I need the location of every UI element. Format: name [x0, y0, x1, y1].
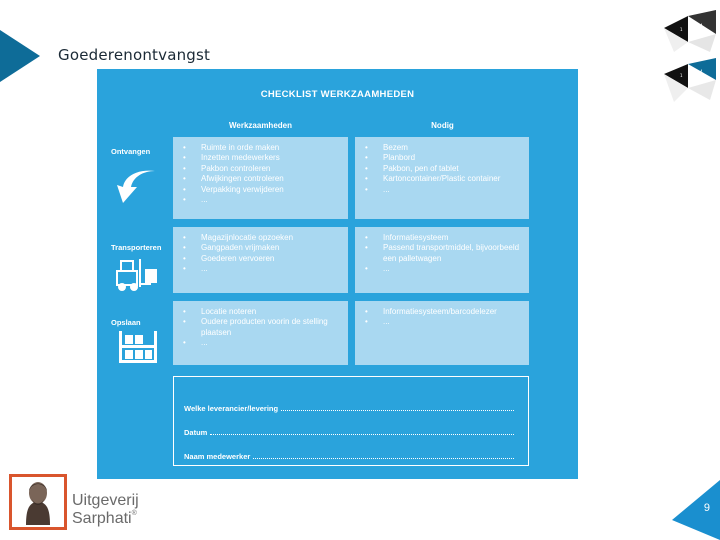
list-item: • Passend transportmiddel, bijvoorbeeld een palletwagen — [363, 243, 521, 264]
leverancier-label: Welke leverancier/levering — [184, 404, 279, 413]
list-item: • Verpakking verwijderen — [181, 185, 340, 195]
page-number-badge — [672, 480, 720, 540]
nodig-box-opslaan — [355, 301, 529, 365]
list-item: • Magazijnlocatie opzoeken — [181, 233, 340, 243]
list-item: • ... — [181, 338, 340, 348]
list-item: • Pakbon, pen of tablet — [363, 164, 521, 174]
row-label-ontvangen: Ontvangen — [111, 147, 151, 156]
poster-title: CHECKLIST WERKZAAMHEDEN — [260, 89, 415, 100]
list-item: • Informatiesysteem/barcodelezer — [363, 307, 521, 317]
publisher-logo — [6, 472, 166, 532]
list-item: • Locatie noteren — [181, 307, 340, 317]
werkzaamheden-box-ontvangen — [173, 137, 348, 219]
list-item: • Kartoncontainer/Plastic container — [363, 174, 521, 184]
list-item: • Oudere producten voorin de stelling plaatsen — [181, 317, 340, 338]
page-number: 9 — [703, 502, 710, 514]
datum-label: Datum — [184, 428, 208, 437]
slide-title: Goederenontvangst — [58, 46, 211, 64]
medewerker-label: Naam medewerker — [184, 452, 251, 461]
svg-text:1: 1 — [680, 73, 683, 78]
decorative-triangles-icon — [660, 8, 720, 108]
leverancier-field[interactable] — [281, 410, 514, 411]
row-label-opslaan: Opslaan — [111, 318, 141, 327]
svg-text:4: 4 — [700, 23, 703, 28]
medewerker-field[interactable] — [253, 458, 514, 459]
column-header-nodig: Nodig — [431, 121, 454, 130]
list-item: • Ruimte in orde maken — [181, 143, 340, 153]
svg-text:4: 4 — [700, 69, 703, 74]
nodig-box-transporteren — [355, 227, 529, 293]
checklist-form — [173, 376, 529, 466]
list-item: • Afwijkingen controleren — [181, 174, 340, 184]
list-item: • ... — [181, 264, 340, 274]
medewerker-row — [184, 437, 518, 461]
list-item: • Informatiesysteem — [363, 233, 521, 243]
portrait-logo-icon — [9, 474, 67, 530]
werkzaamheden-box-opslaan — [173, 301, 348, 365]
werkzaamheden-box-transporteren — [173, 227, 348, 293]
nodig-box-ontvangen — [355, 137, 529, 219]
list-item: • Pakbon controleren — [181, 164, 340, 174]
forklift-icon — [113, 257, 161, 293]
datum-field[interactable] — [210, 434, 514, 435]
list-item: • Goederen vervoeren — [181, 254, 340, 264]
shelving-icon — [117, 329, 159, 365]
logo-text-uitgeverij: Uitgeverij — [72, 492, 139, 509]
svg-text:1: 1 — [680, 27, 683, 32]
list-item: • Inzetten medewerkers — [181, 153, 340, 163]
arrow-down-left-icon — [115, 167, 159, 207]
list-item: • Gangpaden vrijmaken — [181, 243, 340, 253]
checklist-poster — [97, 69, 578, 479]
list-item: • ... — [363, 264, 521, 274]
registered-mark: ® — [131, 510, 137, 517]
list-item: • ... — [181, 195, 340, 205]
left-accent-triangle — [0, 30, 40, 82]
datum-row — [184, 413, 518, 437]
list-item: • ... — [363, 317, 521, 327]
list-item: • ... — [363, 185, 521, 195]
list-item: • Bezem — [363, 143, 521, 153]
logo-text-sarphati: Sarphati® — [72, 510, 137, 527]
column-header-werkzaamheden: Werkzaamheden — [229, 121, 292, 130]
list-item: • Planbord — [363, 153, 521, 163]
row-label-transporteren: Transporteren — [111, 243, 162, 252]
leverancier-row — [184, 389, 518, 413]
